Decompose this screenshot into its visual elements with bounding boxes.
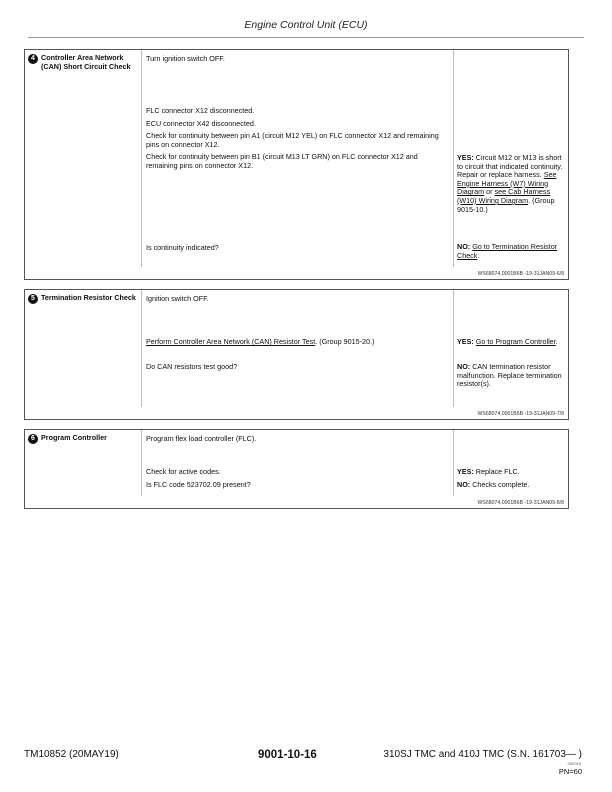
column-divider (453, 430, 454, 496)
header-rule (28, 37, 584, 38)
yes-text: or (486, 187, 493, 197)
cab-harness-link[interactable]: see Cab Harness (W10) Wiring Diagram (457, 187, 551, 205)
instruction-text: Ignition switch OFF. (146, 294, 209, 303)
instruction-text: Check for continuity between pin A1 (circuit M12 YEL) on FLC connector X12 and remaining pins on connector X12. (146, 131, 439, 149)
yes-result (457, 468, 565, 477)
yes-text: Replace FLC. (475, 467, 520, 476)
group-ref-text: . (Group 9015-20.) (315, 337, 375, 346)
no-text: . (477, 250, 480, 260)
column-divider (453, 290, 454, 407)
footer-pn: PN=60 (558, 767, 582, 776)
no-text: CAN termination resistor malfunction. Replace termination resistor(s). (457, 362, 562, 389)
instruction-text (146, 338, 446, 347)
yes-label: YES: (457, 337, 474, 346)
instruction-text: Check for active codes. (146, 467, 221, 476)
page-header-title: Engine Control Unit (ECU) (244, 19, 368, 31)
engine-harness-link[interactable]: See Engine Harness (W7) Wiring Diagram (457, 170, 557, 197)
step-number-badge: 6 (28, 434, 38, 444)
column-divider (453, 50, 454, 267)
step-title: Termination Resistor Check (41, 293, 136, 302)
no-text: Checks complete. (472, 480, 530, 489)
column-divider (141, 50, 142, 267)
footer-manual-id: TM10852 (20MAY19) (24, 749, 119, 760)
reference-code: WS68074,0001B6B -19-31JAN09-7/8 (477, 411, 564, 417)
question-text: Is FLC code 523702.09 present? (146, 480, 251, 489)
no-label: NO: (457, 242, 471, 251)
question-text: Is continuity indicated? (146, 243, 219, 252)
yes-label: YES: (457, 153, 474, 162)
step-box-program-controller (24, 429, 569, 509)
instruction-text: ECU connector X42 disconnected. (146, 119, 256, 128)
can-resistor-test-link[interactable]: Perform Controller Area Network (CAN) Resistor Test (146, 337, 316, 346)
no-label: NO: (457, 480, 471, 489)
instruction-text: Turn ignition switch OFF. (146, 54, 225, 63)
yes-result (457, 154, 565, 214)
no-result (457, 481, 565, 490)
footer-date-code: 062019 (567, 761, 581, 766)
no-label: NO: (457, 362, 471, 371)
yes-text: . (Group 9015-10.) (457, 195, 555, 214)
step-number-badge: 5 (28, 294, 38, 304)
step-header (28, 54, 138, 71)
no-result (457, 243, 565, 260)
yes-text: . (555, 337, 558, 346)
reference-code: WS68074,0001B6B -19-31JAN09-8/8 (477, 500, 564, 506)
no-result (457, 363, 565, 389)
instruction-text: FLC connector X12 disconnected. (146, 106, 255, 115)
column-divider (141, 290, 142, 407)
step-box-termination-resistor (24, 289, 569, 420)
step-box-can-short-circuit (24, 49, 569, 280)
yes-text: Circuit M12 or M13 is short to circuit that indicated continuity. Repair or replace harness. (457, 153, 563, 180)
step-title: Program Controller (41, 433, 107, 442)
yes-result (457, 338, 565, 347)
termination-resistor-link[interactable]: Go to Termination Resistor Check (457, 242, 558, 260)
instruction-text: Program flex load controller (FLC). (146, 434, 257, 443)
instruction-text: Check for continuity between pin B1 (circuit M13 LT GRN) on FLC connector X12 and remaining pins on connector X12. (146, 152, 418, 170)
question-text: Do CAN resistors test good? (146, 362, 238, 371)
program-controller-link[interactable]: Go to Program Controller (475, 337, 556, 346)
step-title: Controller Area Network (CAN) Short Circuit Check (41, 53, 131, 71)
footer-page-number: 9001-10-16 (258, 749, 317, 761)
footer-model-info: 310SJ TMC and 410J TMC (S.N. 161703— ) (383, 749, 582, 760)
step-header (28, 434, 138, 443)
yes-label: YES: (457, 467, 474, 476)
step-header (28, 294, 138, 303)
column-divider (141, 430, 142, 496)
step-number-badge: 4 (28, 54, 38, 64)
reference-code: WS68074,0001B6B -19-31JAN09-6/8 (477, 271, 564, 277)
